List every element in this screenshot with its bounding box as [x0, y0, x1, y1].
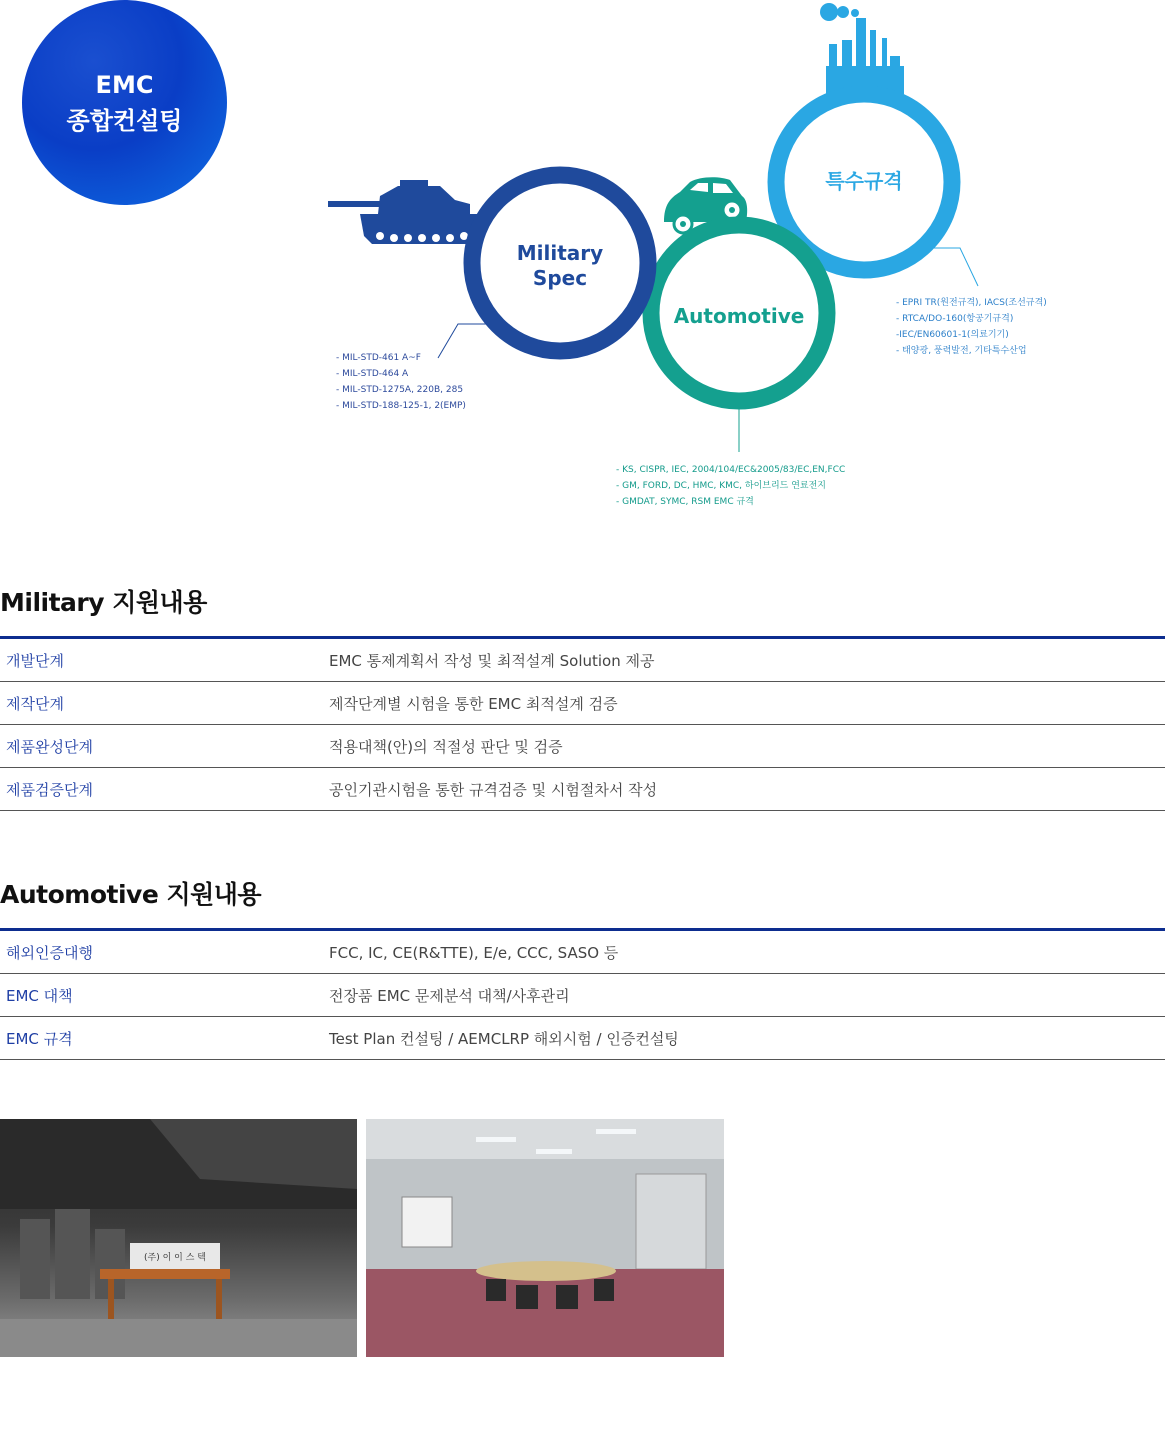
automotive-ring-label: Automotive	[673, 304, 805, 328]
automotive-section-title: Automotive 지원내용	[0, 880, 262, 909]
table-row	[0, 768, 1165, 811]
anechoic-chamber-photo	[0, 1119, 357, 1357]
chamber-sign-text: (주) 이 이 스 텍	[144, 1253, 206, 1263]
military-section	[0, 583, 1165, 619]
list-item: - RTCA/DO-160(항공기규격)	[896, 314, 1014, 324]
row-label: 해외인증대행	[6, 943, 93, 962]
badge-line-2: 종합컨설팅	[66, 106, 183, 135]
list-item: - GM, FORD, DC, HMC, KMC, 하이브리드 연료전지	[616, 481, 826, 491]
automotive-spec-list	[616, 462, 845, 510]
row-value: Test Plan 컨설팅 / AEMCLRP 해외시험 / 인증컨설팅	[329, 1029, 679, 1048]
row-value: 적용대책(안)의 적절성 판단 및 검증	[329, 737, 563, 756]
badge-line-1: EMC	[95, 70, 154, 99]
list-item: - KS, CISPR, IEC, 2004/104/EC&2005/83/EC,EN,FCC	[616, 465, 846, 475]
military-support-table	[0, 636, 1165, 811]
anechoic-chamber-illustration	[0, 1119, 357, 1357]
hero-section	[0, 0, 1165, 540]
military-section-title: Military 지원내용	[0, 588, 207, 617]
list-item: - EPRI TR(원전규격), IACS(조선규격)	[896, 298, 1047, 308]
row-label: EMC 대책	[6, 986, 73, 1005]
list-item: - 태양광, 풍력발전, 기타특수산업	[896, 346, 1027, 356]
table-row	[0, 974, 1165, 1017]
table-row	[0, 725, 1165, 768]
special-spec-list	[896, 295, 1047, 359]
special-connector-line	[930, 248, 978, 286]
automotive-section	[0, 875, 1165, 911]
row-label: EMC 규격	[6, 1029, 73, 1048]
test-lab-illustration	[366, 1119, 724, 1357]
list-item: - MIL-STD-464 A	[336, 369, 409, 379]
factory-icon	[820, 3, 904, 94]
list-item: - MIL-STD-1275A, 220B, 285	[336, 385, 464, 395]
tank-icon	[328, 180, 482, 244]
row-label: 개발단계	[6, 651, 64, 670]
list-item: - MIL-STD-188-125-1, 2(EMP)	[336, 401, 466, 411]
military-ring-label-2: Spec	[532, 266, 588, 290]
spec-ring-diagram	[0, 0, 1165, 540]
row-value: 공인기관시험을 통한 규격검증 및 시험절차서 작성	[329, 780, 658, 799]
list-item: - MIL-STD-461 A~F	[336, 353, 421, 363]
table-row	[0, 1017, 1165, 1060]
row-label: 제품완성단계	[6, 737, 93, 756]
row-value: FCC, IC, CE(R&TTE), E/e, CCC, SASO 등	[329, 943, 619, 962]
row-label: 제품검증단계	[6, 780, 93, 799]
table-row	[0, 682, 1165, 725]
military-ring-label-1: Military	[516, 241, 604, 265]
list-item: - GMDAT, SYMC, RSM EMC 규격	[616, 497, 754, 507]
test-lab-photo	[366, 1119, 724, 1357]
row-value: 제작단계별 시험을 통한 EMC 최적설계 검증	[329, 694, 618, 713]
row-label: 제작단계	[6, 694, 64, 713]
automotive-support-table	[0, 928, 1165, 1060]
list-item: -IEC/EN60601-1(의료기기)	[896, 330, 1009, 340]
table-row	[0, 639, 1165, 682]
table-row	[0, 931, 1165, 974]
row-value: EMC 통제계획서 작성 및 최적설계 Solution 제공	[329, 651, 655, 670]
row-value: 전장품 EMC 문제분석 대책/사후관리	[329, 986, 570, 1005]
military-spec-list	[336, 350, 466, 414]
special-ring-label: 특수규격	[825, 169, 903, 193]
